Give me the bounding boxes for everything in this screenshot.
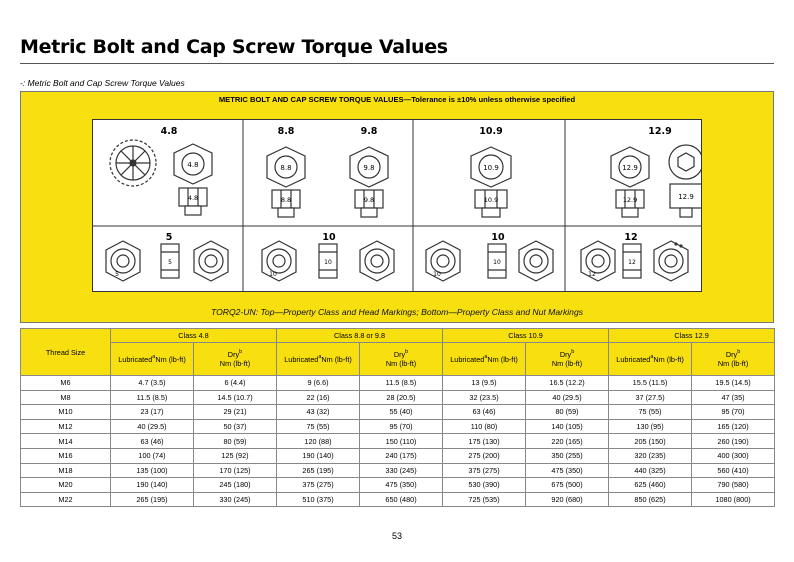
bolt-head-marking: 4.8 — [187, 161, 199, 169]
nut-class-label: 10 — [491, 232, 505, 243]
class-header: Class 12.9 — [609, 329, 775, 343]
torque-value-cell: 110 (80) — [443, 419, 526, 434]
torque-value-cell: 675 (500) — [526, 478, 609, 493]
torque-value-cell: 22 (16) — [277, 390, 360, 405]
torque-value-cell: 100 (74) — [111, 448, 194, 463]
torque-value-cell: 650 (480) — [360, 492, 443, 507]
bolt-side-marking: 12.9 — [622, 196, 638, 204]
torque-value-cell: 75 (55) — [277, 419, 360, 434]
figure-banner: METRIC BOLT AND CAP SCREW TORQUE VALUES—Tolerance is ±10% unless otherwise specified — [218, 95, 576, 104]
unit-label: Nm (lb-ft) — [551, 359, 583, 368]
torque-value-cell: 43 (32) — [277, 405, 360, 420]
table-row — [21, 376, 775, 391]
torque-value-cell: 725 (535) — [443, 492, 526, 507]
torque-value-cell: 510 (375) — [277, 492, 360, 507]
torque-value-cell: 47 (35) — [692, 390, 775, 405]
dry-header — [194, 343, 277, 376]
class-header: Class 8.8 or 9.8 — [277, 329, 443, 343]
torque-value-cell: 140 (105) — [526, 419, 609, 434]
bolt-side-marking: 8.8 — [280, 196, 292, 204]
torque-value-cell: 63 (46) — [111, 434, 194, 449]
footnote-marker: b — [405, 349, 409, 355]
lubricated-label: Lubricated — [450, 354, 485, 364]
lubricated-label: Lubricated — [118, 354, 153, 364]
nut-hex-view — [194, 241, 228, 281]
torque-value-cell: 63 (46) — [443, 405, 526, 420]
footnote-marker: b — [571, 349, 575, 355]
torque-value-cell: 40 (29.5) — [526, 390, 609, 405]
thread-size-cell: M22 — [21, 492, 111, 507]
thread-size-cell: M18 — [21, 463, 111, 478]
title-divider — [20, 63, 774, 64]
footnote-marker: a — [650, 353, 654, 360]
torque-value-cell: 350 (255) — [526, 448, 609, 463]
torque-value-cell: 375 (275) — [277, 478, 360, 493]
nut-side-marking: 12 — [628, 259, 636, 266]
lubricated-label: Lubricated — [284, 354, 319, 364]
torque-value-cell: 150 (110) — [360, 434, 443, 449]
torque-value-cell: 265 (195) — [111, 492, 194, 507]
socket-head-cap-screw — [669, 145, 701, 217]
nut-side-marking: 5 — [168, 259, 172, 266]
nut-hex-view — [581, 241, 615, 281]
table-row — [21, 478, 775, 493]
nut-hex-view — [106, 241, 140, 281]
dry-header — [526, 343, 609, 376]
nut-marking: 12 — [588, 271, 596, 278]
table-row — [21, 448, 775, 463]
torque-figure-panel — [20, 91, 774, 323]
unit-label: Nm (lb-ft) — [487, 354, 518, 364]
thread-size-cell: M8 — [21, 390, 111, 405]
torque-value-cell: 165 (120) — [692, 419, 775, 434]
torque-value-cell: 14.5 (10.7) — [194, 390, 277, 405]
bolt-head-marking: 12.9 — [622, 164, 638, 172]
lubricated-label: Lubricated — [616, 354, 651, 364]
dry-label: Dry — [393, 350, 406, 359]
torque-value-cell: 220 (165) — [526, 434, 609, 449]
torque-value-cell: 190 (140) — [277, 448, 360, 463]
footnote-marker: b — [239, 349, 243, 355]
page-number: 53 — [391, 531, 402, 541]
dry-header — [692, 343, 775, 376]
torque-value-cell: 16.5 (12.2) — [526, 376, 609, 391]
torque-value-cell: 75 (55) — [609, 405, 692, 420]
lubricated-header — [609, 343, 692, 376]
torque-value-cell: 440 (325) — [609, 463, 692, 478]
nut-marking: 5 — [115, 271, 119, 278]
bolt-side-marking: 4.8 — [187, 194, 199, 202]
torque-value-cell: 6 (4.4) — [194, 376, 277, 391]
torque-value-cell: 850 (625) — [609, 492, 692, 507]
torque-value-cell: 9 (6.6) — [277, 376, 360, 391]
bolt-class-label: 4.8 — [160, 126, 178, 137]
torque-value-cell: 95 (70) — [360, 419, 443, 434]
torque-value-cell: 29 (21) — [194, 405, 277, 420]
dry-label: Dry — [725, 350, 738, 359]
torque-value-cell: 625 (460) — [609, 478, 692, 493]
table-row — [21, 405, 775, 420]
torque-value-cell: 80 (59) — [526, 405, 609, 420]
torque-value-cell: 400 (300) — [692, 448, 775, 463]
bolt-class-label: 8.8 — [277, 126, 295, 137]
thread-size-cell: M10 — [21, 405, 111, 420]
nut-class-label: 10 — [322, 232, 336, 243]
nut-marking: 10 — [269, 271, 277, 278]
dry-header — [360, 343, 443, 376]
torque-value-cell: 275 (200) — [443, 448, 526, 463]
table-row — [21, 419, 775, 434]
torque-value-cell: 330 (245) — [360, 463, 443, 478]
torque-value-cell: 19.5 (14.5) — [692, 376, 775, 391]
table-row — [21, 492, 775, 507]
page-title: Metric Bolt and Cap Screw Torque Values — [20, 36, 448, 58]
torque-value-cell: 330 (245) — [194, 492, 277, 507]
torque-value-cell: 50 (37) — [194, 419, 277, 434]
dry-label: Dry — [559, 350, 572, 359]
thread-size-cell: M12 — [21, 419, 111, 434]
torque-value-cell: 790 (580) — [692, 478, 775, 493]
torque-value-cell: 265 (195) — [277, 463, 360, 478]
unit-label: Nm (lb-ft) — [385, 359, 417, 368]
nut-hex-view — [262, 241, 296, 281]
torque-value-cell: 23 (17) — [111, 405, 194, 420]
nut-class-label: 5 — [165, 232, 173, 243]
torque-value-cell: 11.5 (8.5) — [111, 390, 194, 405]
bolt-class-label: 12.9 — [648, 126, 672, 137]
torque-value-cell: 260 (190) — [692, 434, 775, 449]
torque-value-cell: 125 (92) — [194, 448, 277, 463]
footnote-marker: a — [152, 353, 156, 360]
torque-value-cell: 32 (23.5) — [443, 390, 526, 405]
footnote-marker: b — [737, 349, 741, 355]
lubricated-header — [277, 343, 360, 376]
unit-label: Nm (lb-ft) — [653, 354, 684, 364]
bolt-class-label: 9.8 — [360, 126, 378, 137]
torque-table-container — [20, 328, 774, 507]
condition-header-row — [21, 343, 775, 376]
footnote-marker: a — [484, 353, 488, 360]
unit-label: Nm (lb-ft) — [321, 354, 352, 364]
torque-value-cell: 37 (27.5) — [609, 390, 692, 405]
torque-value-cell: 135 (100) — [111, 463, 194, 478]
torque-value-cell: 15.5 (11.5) — [609, 376, 692, 391]
torque-value-cell: 475 (350) — [526, 463, 609, 478]
bolt-head-star-marking — [110, 140, 156, 186]
torque-value-cell: 4.7 (3.5) — [111, 376, 194, 391]
thread-size-cell: M14 — [21, 434, 111, 449]
marking-diagram-svg — [93, 120, 701, 291]
torque-value-cell: 205 (150) — [609, 434, 692, 449]
torque-value-cell: 170 (125) — [194, 463, 277, 478]
nut-side-marking: 10 — [493, 259, 501, 266]
torque-table — [20, 328, 775, 507]
nut-side-marking: 10 — [324, 259, 332, 266]
table-row — [21, 463, 775, 478]
thread-size-cell: M20 — [21, 478, 111, 493]
lubricated-header — [111, 343, 194, 376]
torque-value-cell: 80 (59) — [194, 434, 277, 449]
table-row — [21, 434, 775, 449]
torque-value-cell: 375 (275) — [443, 463, 526, 478]
torque-value-cell: 55 (40) — [360, 405, 443, 420]
lubricated-header — [443, 343, 526, 376]
bolt-head-marking: 9.8 — [363, 164, 375, 172]
torque-value-cell: 11.5 (8.5) — [360, 376, 443, 391]
bolt-nut-marking-diagram — [92, 119, 702, 292]
bolt-head-marking: 10.9 — [483, 164, 499, 172]
bolt-side-marking: 9.8 — [363, 196, 375, 204]
torque-value-cell: 530 (390) — [443, 478, 526, 493]
nut-class-label: 12 — [624, 232, 638, 243]
unit-label: Nm (lb-ft) — [155, 354, 186, 364]
nut-hex-view — [519, 241, 553, 281]
torque-value-cell: 240 (175) — [360, 448, 443, 463]
nut-hex-view — [426, 241, 460, 281]
torque-value-cell: 475 (350) — [360, 478, 443, 493]
bolt-head-marking: 8.8 — [280, 164, 292, 172]
torque-value-cell: 920 (680) — [526, 492, 609, 507]
nut-hex-view — [654, 241, 688, 281]
torque-value-cell: 1080 (800) — [692, 492, 775, 507]
torque-value-cell: 320 (235) — [609, 448, 692, 463]
torque-value-cell: 13 (9.5) — [443, 376, 526, 391]
thread-size-cell: M6 — [21, 376, 111, 391]
unit-label: Nm (lb-ft) — [219, 359, 251, 368]
figure-caption-line: -: Metric Bolt and Cap Screw Torque Values — [20, 78, 185, 88]
unit-label: Nm (lb-ft) — [717, 359, 749, 368]
diagram-caption: TORQ2-UN: Top—Property Class and Head Markings; Bottom—Property Class and Nut Markings — [210, 307, 584, 317]
torque-table-body — [21, 376, 775, 507]
torque-value-cell: 190 (140) — [111, 478, 194, 493]
table-row — [21, 390, 775, 405]
torque-value-cell: 40 (29.5) — [111, 419, 194, 434]
torque-value-cell: 95 (70) — [692, 405, 775, 420]
dry-label: Dry — [227, 350, 240, 359]
bolt-class-label: 10.9 — [479, 126, 503, 137]
torque-value-cell: 245 (180) — [194, 478, 277, 493]
footnote-marker: a — [318, 353, 322, 360]
nut-marking: 10 — [433, 271, 441, 278]
class-header: Class 10.9 — [443, 329, 609, 343]
thread-size-header: Thread Size — [21, 329, 111, 376]
torque-value-cell: 120 (88) — [277, 434, 360, 449]
torque-value-cell: 28 (20.5) — [360, 390, 443, 405]
nut-hex-view — [360, 241, 394, 281]
class-header: Class 4.8 — [111, 329, 277, 343]
torque-value-cell: 175 (130) — [443, 434, 526, 449]
torque-value-cell: 560 (410) — [692, 463, 775, 478]
cap-screw-marking: 12.9 — [678, 193, 694, 201]
torque-value-cell: 130 (95) — [609, 419, 692, 434]
thread-size-cell: M16 — [21, 448, 111, 463]
bolt-side-marking: 10.9 — [483, 196, 499, 204]
